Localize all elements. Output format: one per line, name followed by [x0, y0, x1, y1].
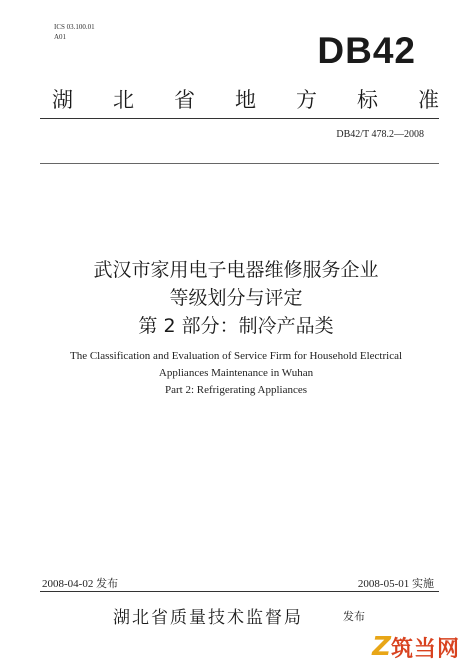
issuing-authority-suffix: 发布 [343, 610, 365, 623]
footer-divider [40, 591, 439, 592]
chinese-title-line-3: 第 2 部分：制冷产品类 [138, 315, 334, 337]
standard-type-char: 标 [357, 88, 378, 112]
standard-type-char: 准 [418, 88, 439, 112]
implementation-date: 2008-05-01 实施 [357, 578, 434, 590]
chinese-title-line-1: 武汉市家用电子电器维修服务企业 [93, 259, 379, 281]
standard-type-char: 方 [296, 88, 317, 112]
english-title-line-3: Part 2: Refrigerating Appliances [164, 384, 308, 396]
standard-type-char: 湖 [52, 88, 73, 112]
chinese-title-line-2: 等级划分与评定 [169, 287, 303, 309]
english-title-line-1: The Classification and Evaluation of Service Firm for Household Electrical [69, 350, 403, 362]
standard-type-title [0, 84, 472, 114]
standard-number: DB42/T 478.2—2008 [336, 129, 424, 140]
standard-type-char: 北 [113, 88, 134, 112]
header-divider [40, 118, 439, 119]
ics-code: ICS 03.100.01 [54, 23, 95, 31]
english-title-line-2: Appliances Maintenance in Wuhan [158, 367, 314, 379]
watermark-logo [372, 632, 460, 662]
watermark-text: 筑当网 [390, 636, 460, 662]
issue-date: 2008-04-02 发布 [42, 578, 119, 590]
watermark-mark: Z [372, 632, 391, 662]
issuing-authority: 湖北省质量技术监督局 [113, 608, 303, 628]
standard-type-char: 地 [235, 88, 256, 112]
title-divider [40, 163, 439, 164]
standard-type-char: 省 [174, 88, 195, 112]
db42-logo: DB42 [317, 30, 416, 71]
ccs-code: A01 [54, 33, 67, 41]
